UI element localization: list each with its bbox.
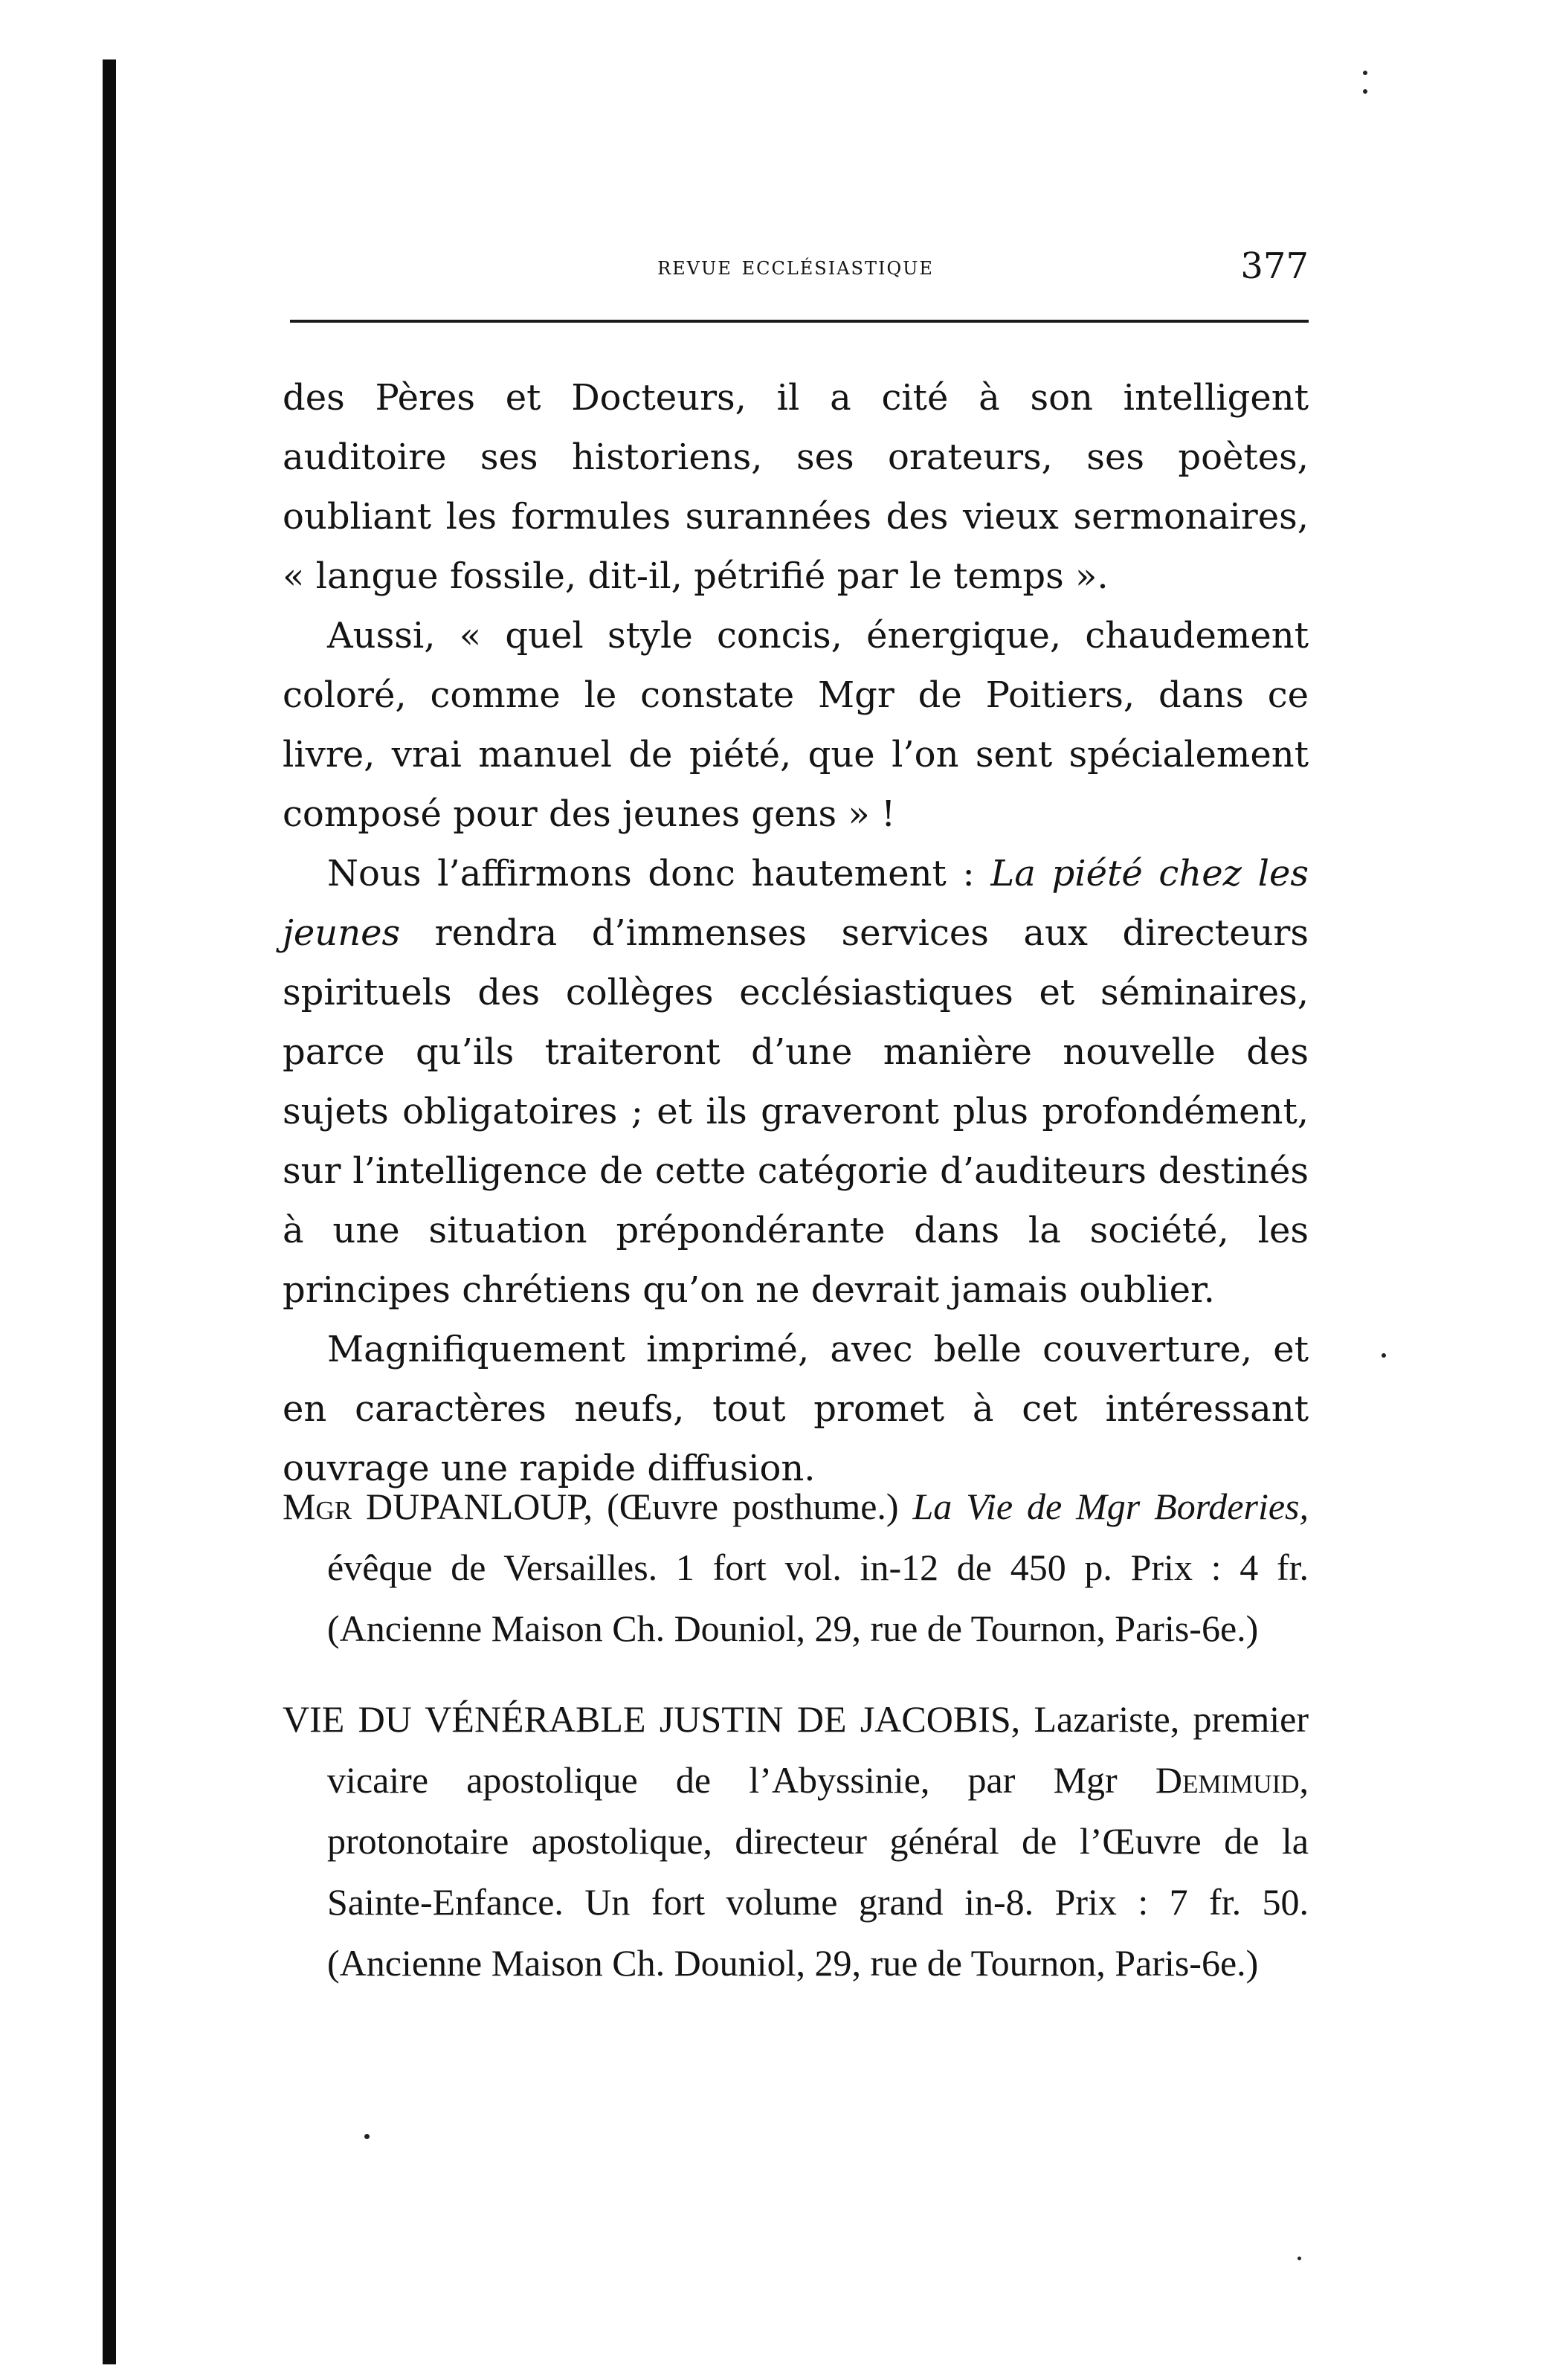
paragraph: Magnifiquement imprimé, avec belle couverture, et en caractères neufs, tout promet à cet intéressant ouvrage une rapide diffusion. <box>283 1329 1309 1489</box>
scan-speck <box>1382 1353 1386 1358</box>
notice-honorific: Mgr <box>283 1486 352 1527</box>
page-header <box>283 245 1309 290</box>
paragraph <box>283 844 1309 1320</box>
scan-speck <box>364 2134 370 2139</box>
paragraph-text: Nous l’affirmons donc hautement : <box>327 853 991 894</box>
notice-author: Demimuid <box>1155 1759 1300 1801</box>
scan-speck <box>1298 2257 1301 2260</box>
book-notice <box>283 1689 1309 1993</box>
notice-author: DUPANLOUP, (Œuvre posthume.) <box>352 1486 913 1527</box>
notice-title: La Vie de Mgr Borderies, <box>912 1486 1309 1527</box>
running-title: revue ecclésiastique <box>657 251 934 281</box>
notice-details: , protonotaire apostolique, directeur général de l’Œuvre de la Sainte-Enfance. Un fort volume grand in-8. Prix : 7 fr. 50. (Ancienne Maison Ch. Douniol, 29, rue de Tournon, Paris-6e.) <box>327 1759 1309 1984</box>
paragraph: Aussi, « quel style concis, énergique, chaudement coloré, comme le constate Mgr de Poitiers, dans ce livre, vrai manuel de piété, que l’on sent spécialement composé pour des jeunes gens » ! <box>283 615 1309 835</box>
notice-details: Lazariste, premier vicaire apostolique de l’Abyssinie, par Mgr <box>327 1698 1309 1801</box>
book-spine-shadow <box>103 59 116 2364</box>
header-rule <box>290 320 1309 323</box>
paragraph: des Pères et Docteurs, il a cité à son intelligent auditoire ses historiens, ses orateurs, ses poètes, oubliant les formules surannées des vieux sermonaires, « langue fossile, dit-il, pétrifié par le temps ». <box>283 377 1309 597</box>
paragraph-text: rendra d’immenses services aux directeurs spirituels des collèges ecclésiastiques et séminaires, parce qu’ils traiteront d’une manière nouvelle des sujets obligatoires ; et ils graveront plus profondément, sur l’intelligence de cette catégorie d’auditeurs destinés à une situation prépondérante dans la société, les principes chrétiens qu’on ne devrait jamais oublier. <box>283 912 1309 1311</box>
page-number: 377 <box>1240 245 1309 287</box>
book-notices <box>283 1476 1309 2023</box>
book-title: La piété chez les jeunes <box>283 853 1309 954</box>
book-notice <box>283 1476 1309 1659</box>
notice-details: évêque de Versailles. 1 fort vol. in-12 de 450 p. Prix : 4 fr. (Ancienne Maison Ch. Douniol, 29, rue de Tournon, Paris-6e.) <box>327 1547 1309 1649</box>
notice-title: VIE DU VÉNÉRABLE JUSTIN DE JACOBIS, <box>283 1698 1021 1740</box>
scan-speck <box>1363 89 1367 94</box>
article-body <box>283 368 1309 1498</box>
scan-speck <box>1363 71 1367 75</box>
